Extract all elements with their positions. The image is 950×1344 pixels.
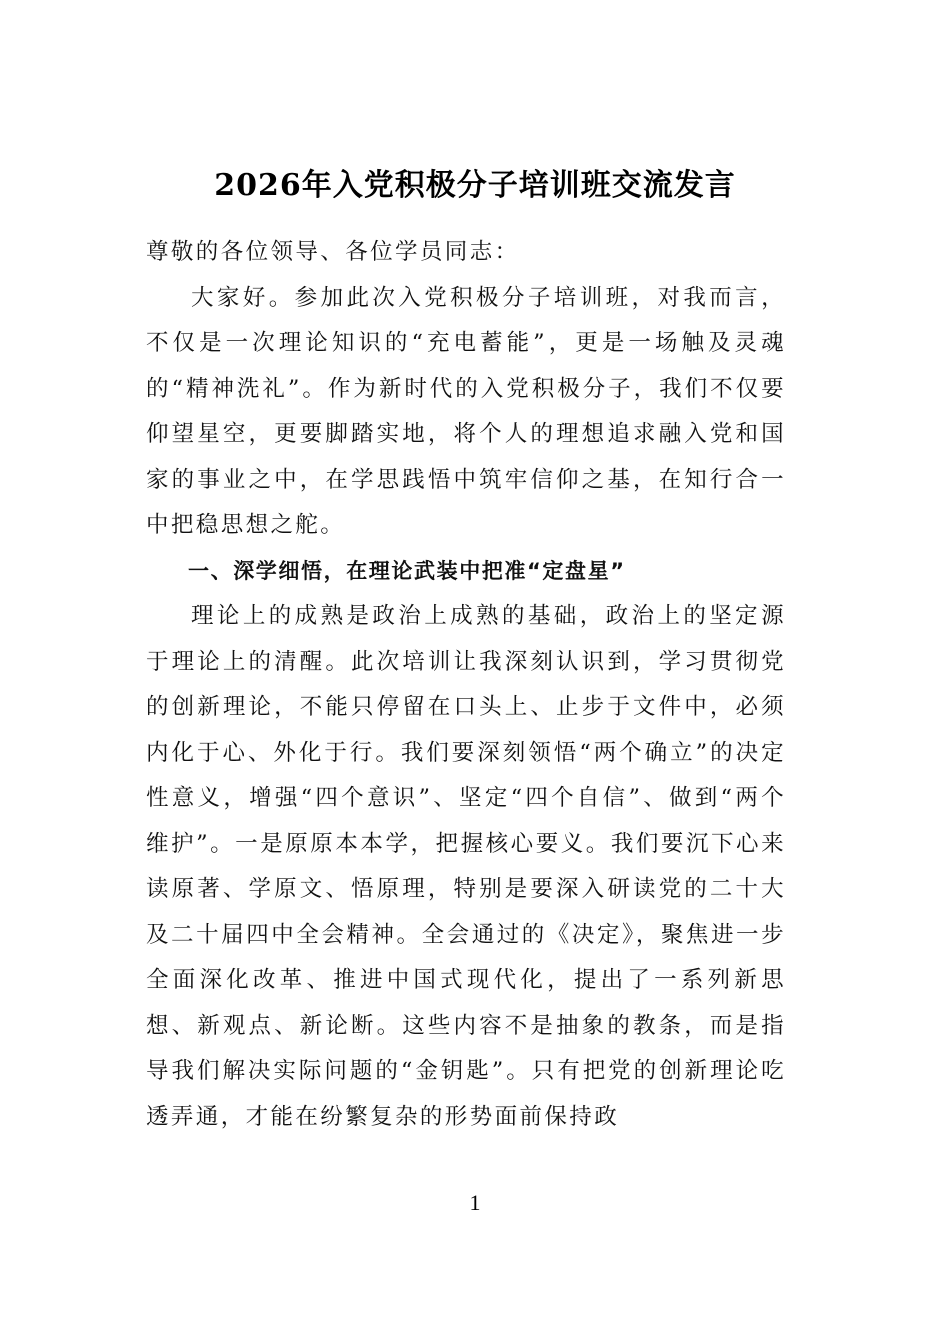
section-heading-1: 一、深学细悟，在理论武装中把准“定盘星” — [188, 558, 626, 583]
document-body — [146, 230, 786, 1140]
salutation: 尊敬的各位领导、各位学员同志： — [146, 239, 520, 265]
page-number: 1 — [469, 1190, 481, 1215]
paragraph-theory: 理论上的成熟是政治上成熟的基础，政治上的坚定源于理论上的清醒。此次培训让我深刻认识到，学习贯彻党的创新理论，不能只停留在口头上、止步于文件中，必须内化于心、外化于行。我们要深刻领悟“两个确立”的决定性意义，增强“四个意识”、坚定“四个自信”、做到“两个维护”。一是原原本本学，把握核心要义。我们要沉下心来读原著、学原文、悟原理，特别是要深入研读党的二十大及二十届四中全会精神。全会通过的《决定》，聚焦进一步全面深化改革、推进中国式现代化，提出了一系列新思想、新观点、新论断。这些内容不是抽象的教条，而是指导我们解决实际问题的“金钥匙”。只有把党的创新理论吃透弄通，才能在纷繁复杂的形势面前保持政 — [146, 603, 786, 1130]
document-title: 2026年入党积极分子培训班交流发言 — [214, 168, 736, 203]
paragraph-opening: 大家好。参加此次入党积极分子培训班，对我而言，不仅是一次理论知识的“充电蓄能”，更是一场触及灵魂的“精神洗礼”。作为新时代的入党积极分子，我们不仅要仰望星空，更要脚踏实地，将个人的理想追求融入党和国家的事业之中，在学思践悟中筑牢信仰之基，在知行合一中把稳思想之舵。 — [146, 284, 786, 538]
